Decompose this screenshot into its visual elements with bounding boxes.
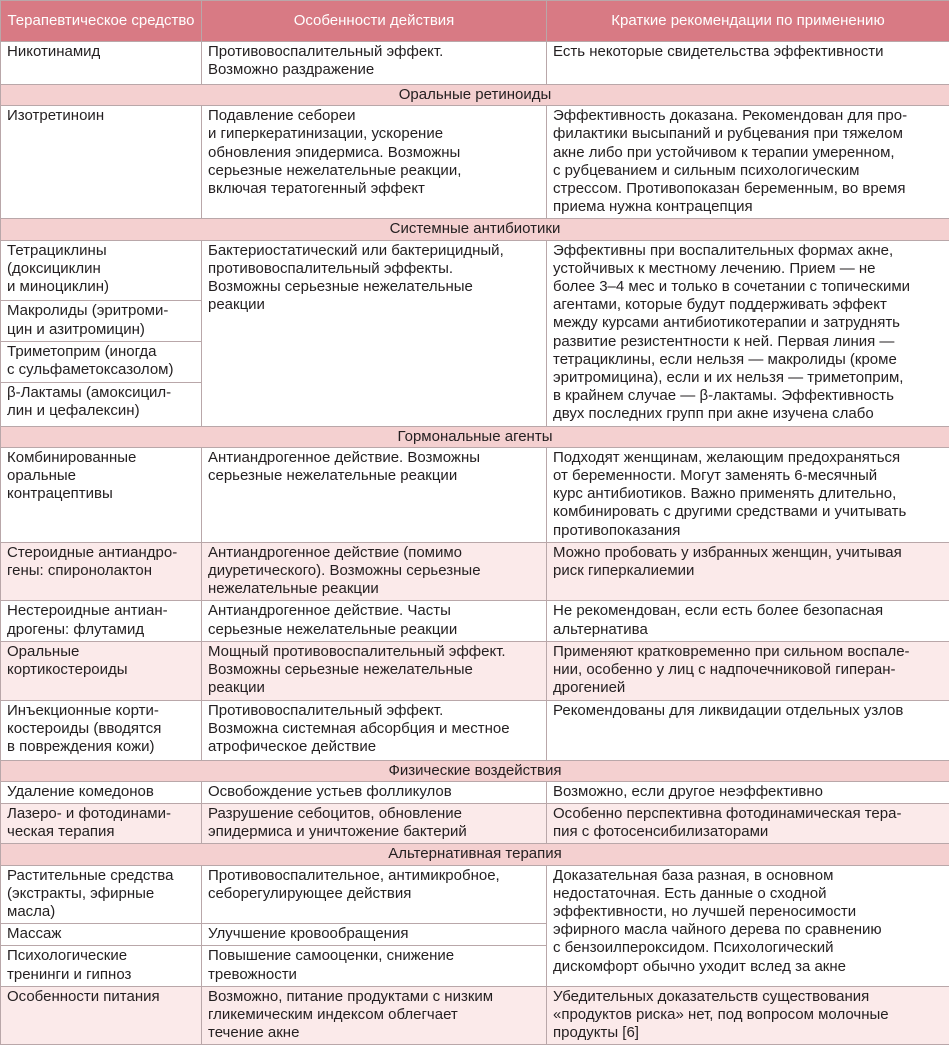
agent-recommendation: Есть некоторые свидетельства эффективности <box>547 42 949 85</box>
section-row <box>1 844 949 865</box>
agent-recommendation: Эффективны при воспалительных формах акне, устойчивых к местному лечению. Прием — не более 3–4 мес и только в сочетании с топическими агентами, которые будут поддерживать эффект между курсами антибиотикотерапии и затруднять развитие резистентности к ней. Первая линия — тетрациклины, если нельзя — макролиды (кроме эритромицина), если и их нельзя — триметоприм, в крайнем случае — β-лактамы. Эффективность двух последних групп при акне изучена слабо <box>547 240 949 426</box>
table-row <box>1 803 949 843</box>
agent-name: Растительные средства (экстракты, эфирные масла) <box>1 865 202 924</box>
agent-name: Стероидные антиандро- гены: спиронолактон <box>1 542 202 601</box>
section-title: Альтернативная терапия <box>1 844 949 865</box>
header-recommendations: Краткие рекомендации по применению <box>547 1 949 42</box>
agent-name: Инъекционные корти- костероиды (вводятся в повреждения кожи) <box>1 700 202 760</box>
section-title: Оральные ретиноиды <box>1 85 949 106</box>
agent-action: Повышение самооценки, снижение тревожности <box>202 946 547 986</box>
table-row <box>1 240 949 301</box>
table-row <box>1 986 949 1045</box>
agent-recommendation: Применяют кратковременно при сильном воспале- нии, особенно у лиц с надпочечниковой гиперан- дрогенией <box>547 641 949 700</box>
section-row <box>1 426 949 447</box>
agent-name: Массаж <box>1 924 202 946</box>
table-row <box>1 42 949 85</box>
agent-action: Антиандрогенное действие (помимо диуретического). Возможны серьезные нежелательные реакции <box>202 542 547 601</box>
section-title: Системные антибиотики <box>1 219 949 240</box>
table-row <box>1 781 949 803</box>
agent-name: Никотинамид <box>1 42 202 85</box>
agent-name: Макролиды (эритроми- цин и азитромицин) <box>1 301 202 342</box>
agent-name: Удаление комедонов <box>1 781 202 803</box>
agent-action: Противовоспалительный эффект. Возможна системная абсорбция и местное атрофическое действие <box>202 700 547 760</box>
table-row <box>1 447 949 542</box>
agent-action: Бактериостатический или бактерицидный, противовоспалительный эффекты. Возможны серьезные нежелательные реакции <box>202 240 547 426</box>
section-title: Гормональные агенты <box>1 426 949 447</box>
agent-name: Тетрациклины (доксициклин и миноциклин) <box>1 240 202 301</box>
agent-action: Освобождение устьев фолликулов <box>202 781 547 803</box>
agent-action: Мощный противовоспалительный эффект. Возможны серьезные нежелательные реакции <box>202 641 547 700</box>
table-row <box>1 641 949 700</box>
table-row <box>1 601 949 641</box>
agent-name: Триметоприм (иногда с сульфаметоксазолом) <box>1 342 202 383</box>
header-agent: Терапевтическое средство <box>1 1 202 42</box>
agent-recommendation: Подходят женщинам, желающим предохраняться от беременности. Могут заменять 6-месячный курс антибиотиков. Важно применять длительно, комбинировать с другими средствами и учитывать противопоказания <box>547 447 949 542</box>
agent-recommendation: Убедительных доказательств существования «продуктов риска» нет, под вопросом молочные продукты [6] <box>547 986 949 1045</box>
agent-name: Нестероидные антиан- дрогены: флутамид <box>1 601 202 641</box>
section-row <box>1 85 949 106</box>
agent-action: Антиандрогенное действие. Возможны серьезные нежелательные реакции <box>202 447 547 542</box>
table-row <box>1 865 949 924</box>
section-row <box>1 219 949 240</box>
agent-name: Лазеро- и фотодинами- ческая терапия <box>1 803 202 843</box>
agent-action: Разрушение себоцитов, обновление эпидермиса и уничтожение бактерий <box>202 803 547 843</box>
agent-action: Антиандрогенное действие. Часты серьезные нежелательные реакции <box>202 601 547 641</box>
agent-action: Подавление себореи и гиперкератинизации, ускорение обновления эпидермиса. Возможны серьезные нежелательные реакции, включая тератогенный эффект <box>202 106 547 219</box>
agent-action: Возможно, питание продуктами с низким гликемическим индексом облегчает течение акне <box>202 986 547 1045</box>
agent-recommendation: Особенно перспективна фотодинамическая тера- пия с фотосенсибилизаторами <box>547 803 949 843</box>
agent-action: Противовоспалительное, антимикробное, себорегулирующее действия <box>202 865 547 924</box>
table-row <box>1 542 949 601</box>
agent-name: Комбинированные оральные контрацептивы <box>1 447 202 542</box>
agent-action: Улучшение кровообращения <box>202 924 547 946</box>
agent-recommendation: Можно пробовать у избранных женщин, учитывая риск гиперкалиемии <box>547 542 949 601</box>
agent-recommendation: Не рекомендован, если есть более безопасная альтернатива <box>547 601 949 641</box>
table-row <box>1 106 949 219</box>
section-row <box>1 760 949 781</box>
agent-name: Изотретиноин <box>1 106 202 219</box>
agent-name: Оральные кортикостероиды <box>1 641 202 700</box>
agent-recommendation: Эффективность доказана. Рекомендован для про- филактики высыпаний и рубцевания при тяжелом акне либо при устойчивом к терапии умеренном, с рубцеванием и сильным психологическим стрессом. Противопоказан беременным, во время приема нужна контрацепция <box>547 106 949 219</box>
agent-recommendation: Рекомендованы для ликвидации отдельных узлов <box>547 700 949 760</box>
section-title: Физические воздействия <box>1 760 949 781</box>
agent-name: Особенности питания <box>1 986 202 1045</box>
agent-action: Противовоспалительный эффект. Возможно раздражение <box>202 42 547 85</box>
header-action: Особенности действия <box>202 1 547 42</box>
agent-name: β-Лактамы (амоксицил- лин и цефалексин) <box>1 383 202 427</box>
table-header <box>1 1 949 42</box>
agent-recommendation: Возможно, если другое неэффективно <box>547 781 949 803</box>
table-row <box>1 700 949 760</box>
agent-recommendation: Доказательная база разная, в основном недостаточная. Есть данные о сходной эффективности, но лучшей переносимости эфирного масла чайного дерева по сравнению с бензоилпероксидом. Психологический дискомфорт обычно уходит вслед за акне <box>547 865 949 986</box>
agent-name: Психологические тренинги и гипноз <box>1 946 202 986</box>
